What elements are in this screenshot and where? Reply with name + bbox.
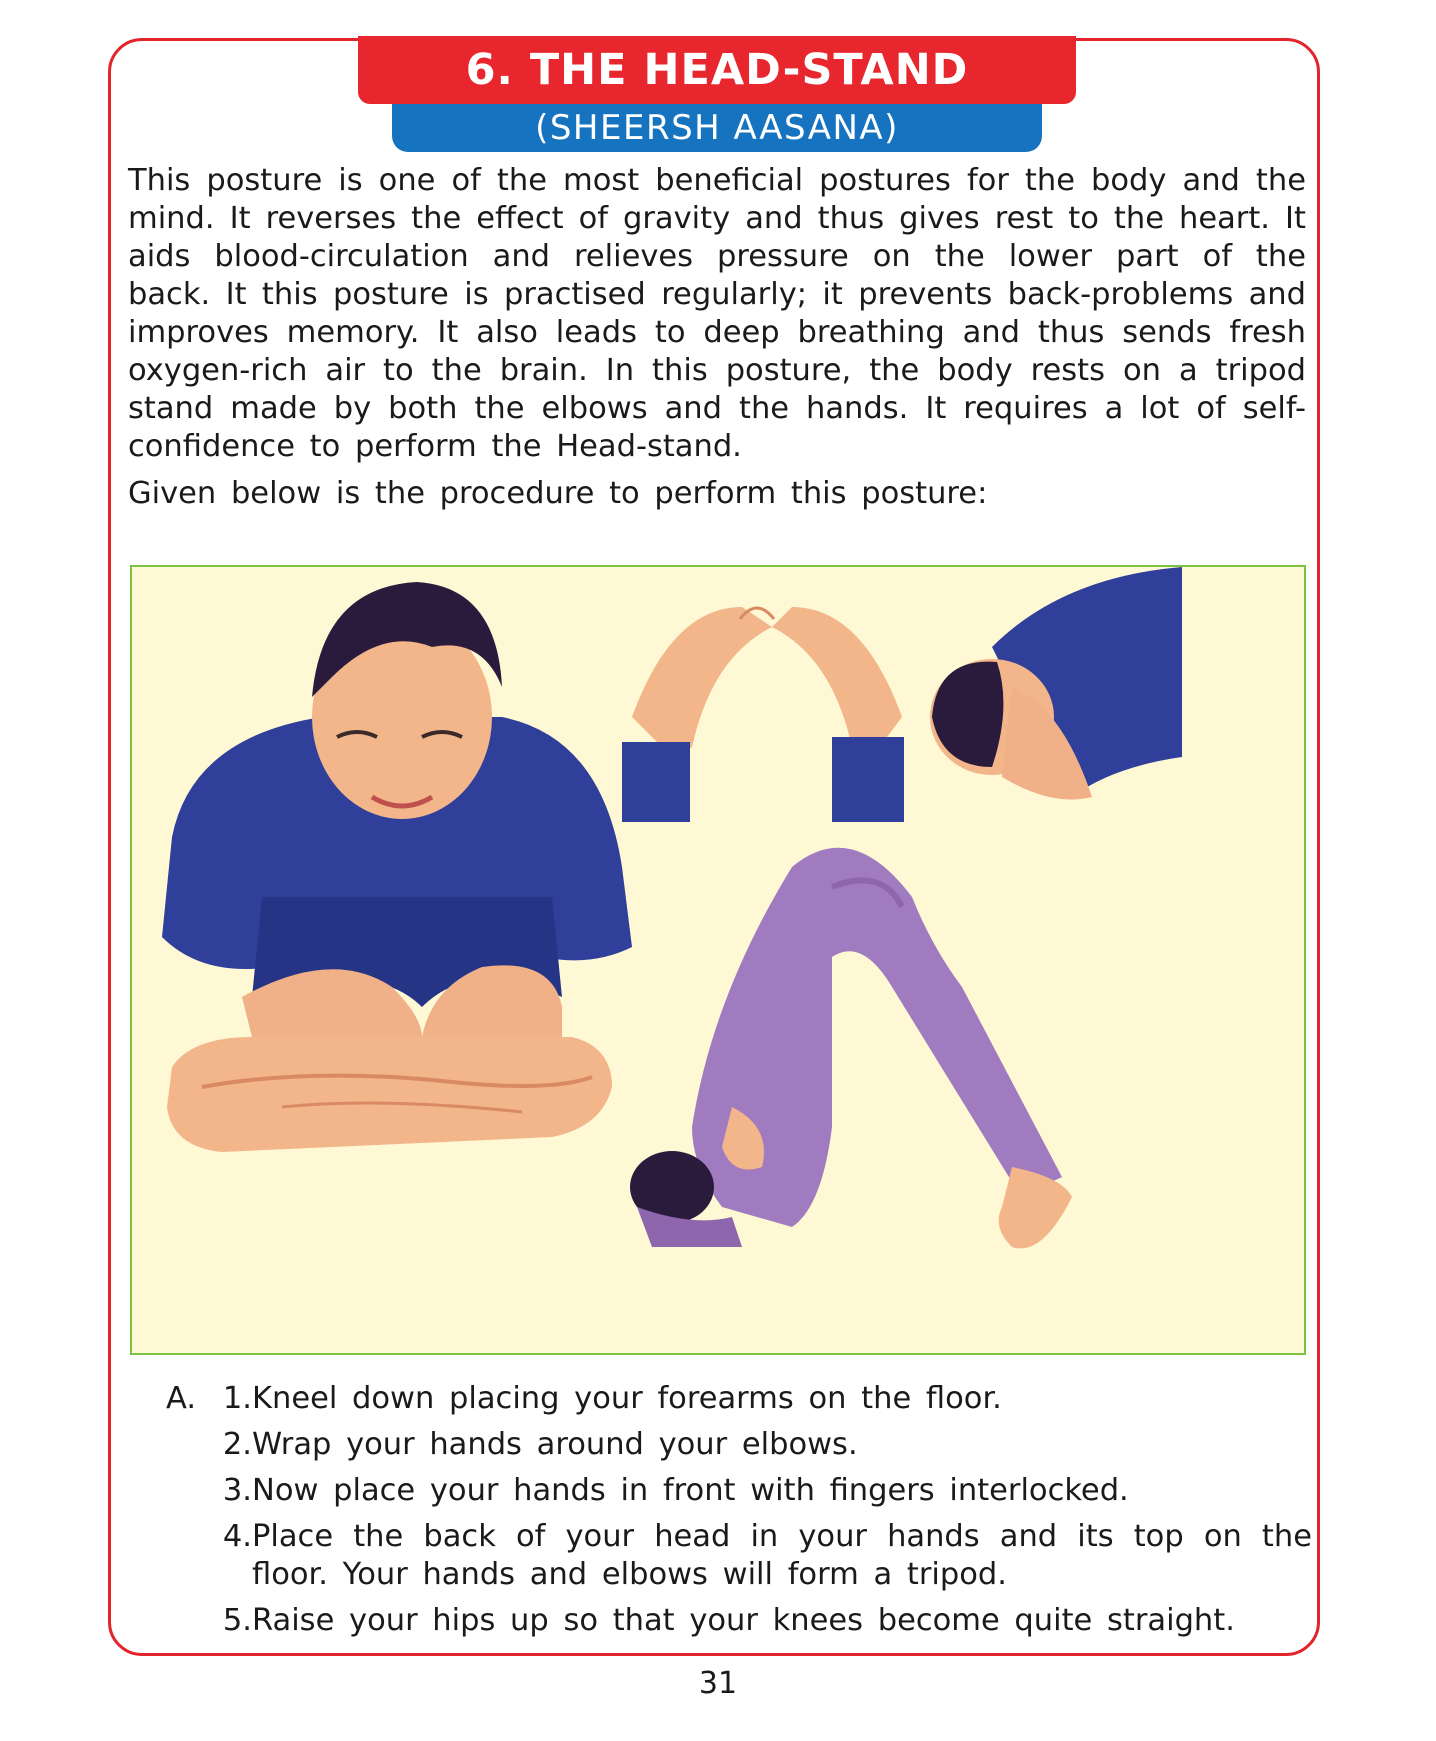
posture-illustration [130,565,1306,1355]
step-text: Raise your hips up so that your knees become quite straight. [252,1603,1235,1638]
title-banner [358,36,1076,104]
step-text: Kneel down placing your forearms on the floor. [252,1381,1002,1416]
step-number: 5. [222,1603,252,1638]
subtitle-banner [392,104,1042,152]
section-marker: A. [166,1381,197,1416]
step-text: Wrap your hands around your elbows. [252,1427,858,1462]
step-number: 3. [222,1473,252,1508]
head-in-hands-figure [930,567,1182,800]
step-text: Place the back of your head in your hands and its top on the [252,1519,1312,1554]
raised-hips-figure [630,848,1072,1249]
interlocked-hands-figure [622,607,904,822]
step-text-continuation: floor. Your hands and elbows will form a tripod. [252,1557,1007,1592]
step-number: 2. [222,1427,252,1462]
posture-illustration-art [132,567,1304,1353]
step-number: 4. [222,1519,252,1554]
intro-paragraph: This posture is one of the most beneficial postures for the body and the mind. It reverses the effect of gravity and thus gives rest to the heart. It aids blood-circulation and relieves pressure on the lower part of the back. It this posture is practised regularly; it prevents back-problems and improves memory. It also leads to deep breathing and thus sends fresh oxygen-rich air to the brain. In this posture, the body rests on a tripod stand made by both the elbows and the hands. It requires a lot of self-confidence to perform the Head-stand. [128,163,1306,464]
step-text: Now place your hands in front with fingers interlocked. [252,1473,1129,1508]
page-title: 6. THE HEAD-STAND [465,45,969,95]
kneeling-boy-figure [162,582,632,1152]
page-subtitle: (SHEERSH AASANA) [535,108,899,148]
page-number: 31 [698,1666,738,1701]
procedure-lead-in: Given below is the procedure to perform this posture: [128,476,988,511]
step-number: 1. [222,1381,252,1416]
